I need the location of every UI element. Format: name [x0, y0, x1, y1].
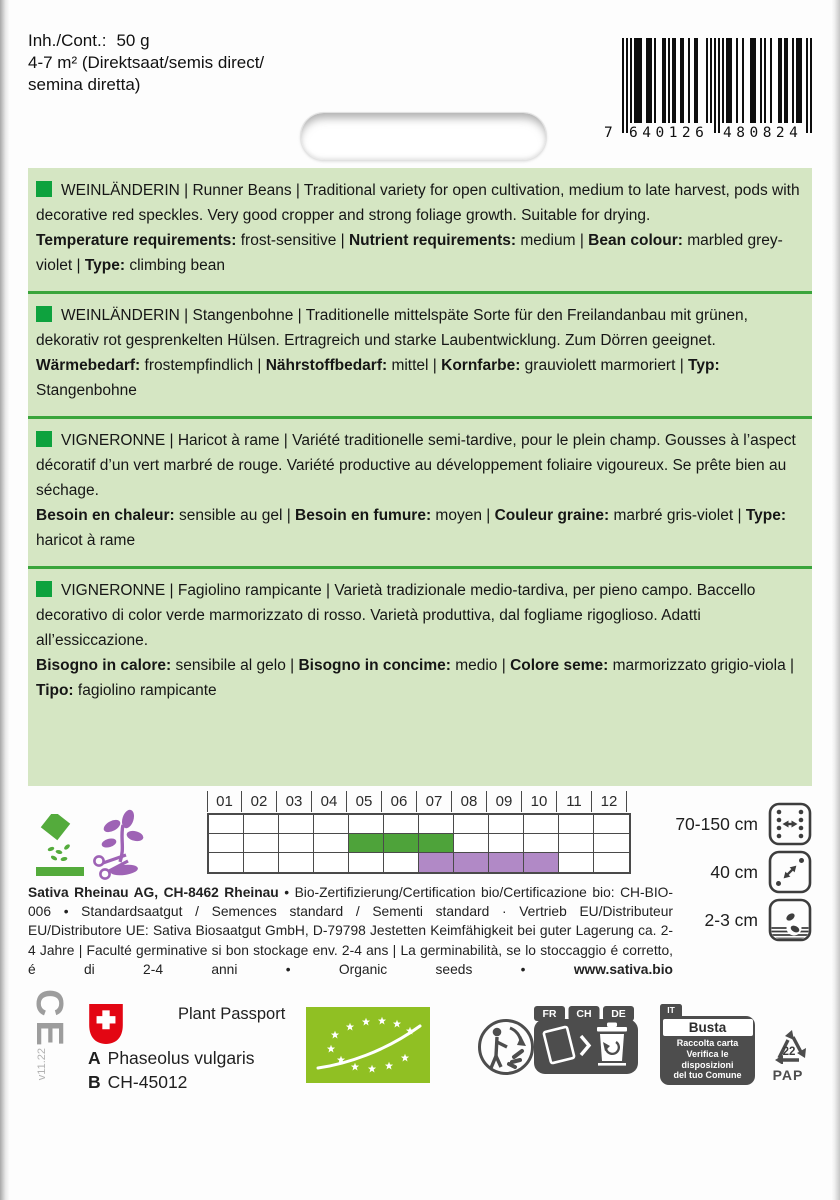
barcode-bar [654, 38, 656, 123]
calendar-cell [454, 834, 489, 853]
calendar-cell [524, 815, 559, 834]
month-label: 03 [277, 791, 312, 812]
packet-left-edge [0, 0, 10, 1200]
swiss-shield-icon [88, 1003, 124, 1045]
barcode-digits-right: 480824 [723, 125, 803, 141]
green-bullet-icon [36, 431, 52, 447]
pap-material-label: PAP [772, 1067, 804, 1083]
barcode-bar [792, 38, 794, 123]
busta-label [660, 1004, 755, 1085]
coverage-line1: 4-7 m² (Direktsaat/semis direct/ [28, 53, 265, 72]
country-tab-fr: FR [542, 1008, 557, 1020]
description-it-text: VIGNERONNE | Fagiolino rampicante | Varietà tradizionale medio-tardiva, per pieno campo. Baccello decorativo di color verde marmorizzato di rosso. Varietà produttiva, dal fogliame rigoglioso. Adatti all’essiccazione. Bisogno in calore: sensibile al gelo | Bisogno in concime: medio | Colore seme: marmorizzato grigio-viola | Tipo: fagiolino rampicante [36, 582, 795, 699]
calendar-grid [207, 813, 631, 874]
barcode-bar [764, 38, 766, 123]
calendar-cell [524, 834, 559, 853]
month-label: 04 [312, 791, 347, 812]
barcode-bar [622, 38, 624, 133]
barcode-bar [650, 38, 652, 123]
description-en [35, 169, 805, 291]
plant-passport-entries [88, 1046, 255, 1094]
barcode-bar [630, 38, 632, 123]
calendar-cell [349, 853, 384, 872]
content-label: Inh./Cont.: [28, 31, 107, 50]
barcode-bar [786, 38, 788, 123]
barcode-bar [714, 38, 716, 133]
green-bullet-icon [36, 581, 52, 597]
barcode-bar [760, 38, 762, 123]
calendar-cell [384, 853, 419, 872]
barcode-bar [806, 38, 808, 133]
eu-organic-logo [306, 1007, 430, 1083]
description-fr-text: VIGNERONNE | Haricot à rame | Variété traditionelle semi-tardive, pour le plein champ. Gousses à l’aspect décoratif d’un vert marbré de rouge. Variété productive au développement foliaire vigoureux. Se prête bien au séchage. Besoin en chaleur: sensible au gel | Besoin en fumure: moyen | Couleur graine: marbré gris-violet | Type: haricot à rame [36, 432, 796, 549]
barcode-bar [730, 38, 732, 123]
row-spacing-icon [768, 802, 812, 846]
packet-right-edge [831, 0, 840, 1200]
hang-hole [300, 112, 547, 161]
version-code: v11.22 [36, 1048, 48, 1081]
green-bullet-icon [36, 306, 52, 322]
month-label: 06 [382, 791, 417, 812]
barcode-bar [696, 38, 698, 123]
barcode-digit-prefix: 7 [604, 125, 613, 141]
sowing-cell [349, 834, 384, 853]
country-tab-de: DE [611, 1008, 626, 1020]
harvest-scissors-icon [90, 808, 146, 882]
busta-country-tab: IT [660, 1004, 682, 1016]
triman-recycling-icon [476, 1016, 536, 1078]
plant-spacing-icon [768, 850, 812, 894]
barcode-bar [668, 38, 670, 123]
sowing-depth-icon [768, 898, 812, 942]
calendar-cell [244, 853, 279, 872]
sowing-cell [384, 834, 419, 853]
description-de-text: WEINLÄNDERIN | Stangenbohne | Traditionelle mittelspäte Sorte für den Freilandanbau mit grünen, dekorativ rot gesprenkelten Hülsen. Ertragreich und starke Laubentwicklung. Zum Dörren geeignet. Wärmebedarf: frostempfindlich | Nährstoffbedarf: mittel | Kornfarbe: grauviolett marmoriert | Typ: Stangenbohne [36, 307, 748, 399]
calendar-cell [349, 815, 384, 834]
paper-disposal-label [534, 1006, 638, 1074]
barcode-bar [682, 38, 684, 123]
barcode-bar [800, 38, 802, 123]
barcode-digits-left: 640126 [629, 125, 709, 141]
month-label: 02 [242, 791, 277, 812]
busta-instructions: Raccolta carta Verifica le disposizioni del tuo Comune [673, 1038, 742, 1081]
barcode-bar [640, 38, 642, 123]
calendar-cell [244, 815, 279, 834]
barcode-bar [718, 38, 720, 133]
plant-passport-title: Plant Passport [178, 1005, 286, 1023]
calendar-cell [314, 853, 349, 872]
description-fr [35, 419, 805, 566]
calendar-cell [314, 815, 349, 834]
pap-recycling-icon [764, 1020, 812, 1064]
month-label: 11 [557, 791, 592, 812]
barcode-bar [754, 38, 756, 123]
content-info [28, 30, 264, 96]
harvest-cell [524, 853, 559, 872]
pap-code: 22 [782, 1046, 796, 1058]
busta-title: Busta [663, 1019, 753, 1036]
calendar-cell [489, 815, 524, 834]
busta-body [660, 1016, 755, 1085]
harvest-cell [454, 853, 489, 872]
barcode-digits [604, 123, 812, 141]
barcode-bar [742, 38, 744, 123]
calendar-cell [384, 815, 419, 834]
barcode-bar [722, 38, 724, 123]
calendar-cell [209, 815, 244, 834]
barcode-bar [780, 38, 782, 123]
coverage-line2: semina diretta) [28, 75, 141, 94]
plant-passport-entry-b: B CH-45012 [88, 1072, 188, 1092]
month-label: 01 [207, 791, 242, 812]
description-panel [28, 168, 812, 786]
month-label: 08 [452, 791, 487, 812]
barcode [604, 38, 812, 141]
row-spacing-label: 70-150 cm [675, 813, 758, 834]
harvest-cell [489, 853, 524, 872]
calendar-cell [244, 834, 279, 853]
calendar-cell [454, 815, 489, 834]
pap-recycling-mark [764, 1020, 812, 1083]
calendar-cell [209, 834, 244, 853]
calendar-cell [279, 834, 314, 853]
plant-passport-entry-a: A Phaseolus vulgaris [88, 1048, 255, 1068]
sowing-cell [419, 834, 454, 853]
plant-spacing-label: 40 cm [710, 861, 758, 882]
calendar-cell [279, 815, 314, 834]
calendar-cell [314, 834, 349, 853]
barcode-bar [710, 38, 712, 123]
month-label: 05 [347, 791, 382, 812]
barcode-bar [688, 38, 690, 123]
company-info: Sativa Rheinau AG, CH-8462 Rheinau • Bio-Zertifizierung/Certification bio/Certificazione bio: CH-BIO-006 • Standardsaatgut / Semences standard / Sementi standard · Vertrieb EU/Distributeur EU/Distributore UE: Sativa Biosaatgut GmbH, D-79798 Jestetten Keimfähigkeit bei guter Lagerung ca. 2-4 Jahre | Faculté germinative si bon stockage env. 2-4 ans | La germinabilità, se lo stoccaggio é corretto, é di 2-4 anni • Organic seeds • www.sativa.bio [28, 885, 673, 977]
calendar-cell [489, 834, 524, 853]
month-label: 12 [592, 791, 627, 812]
content-value: 50 g [116, 31, 150, 50]
barcode-bar [736, 38, 738, 123]
calendar-month-header [207, 791, 627, 812]
month-label: 10 [522, 791, 557, 812]
spec-row-distance [572, 802, 812, 846]
green-bullet-icon [36, 181, 52, 197]
description-it [35, 569, 805, 716]
ce-mark: CE [28, 989, 70, 1050]
sowing-icon [36, 814, 86, 878]
sowing-depth-label: 2-3 cm [704, 909, 758, 930]
barcode-bar [770, 38, 772, 123]
country-tab-ch: CH [576, 1008, 592, 1020]
barcode-bar [706, 38, 708, 123]
harvest-cell [419, 853, 454, 872]
month-label: 09 [487, 791, 522, 812]
barcode-bar [664, 38, 666, 123]
description-de [35, 294, 805, 416]
barcode-bar [626, 38, 628, 133]
calendar-cell [209, 853, 244, 872]
description-en-text: WEINLÄNDERIN | Runner Beans | Traditional variety for open cultivation, medium to late harvest, pods with decorative red speckles. Very good cropper and strong foliage growth. Suitable for drying. Temperature requirements: frost-sensitive | Nutrient requirements: medium | Bean colour: marbled grey-violet | Type: climbing bean [36, 182, 800, 274]
barcode-bar [810, 38, 812, 133]
barcode-bars [622, 38, 812, 134]
month-label: 07 [417, 791, 452, 812]
barcode-bar [674, 38, 676, 123]
calendar-cell [279, 853, 314, 872]
calendar-cell [419, 815, 454, 834]
